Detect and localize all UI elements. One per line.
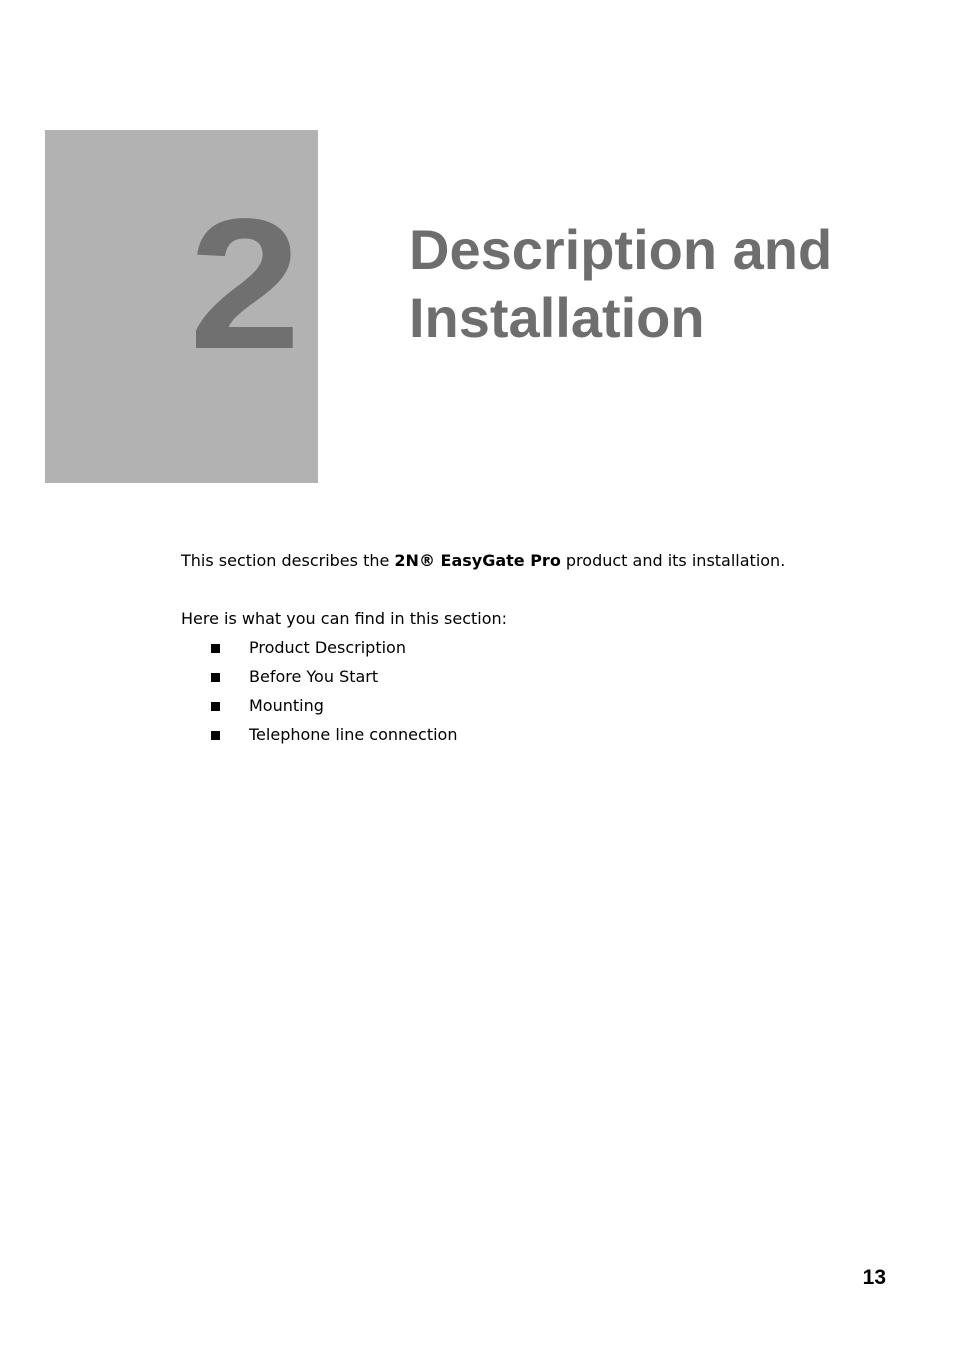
list-item-label: Product Description [249, 638, 406, 657]
intro-text-before: This section describes the [181, 551, 395, 570]
square-bullet-icon [211, 644, 220, 653]
chapter-number: 2 [188, 181, 296, 388]
chapter-title-line-2: Installation [409, 286, 705, 349]
list-item-label: Telephone line connection [249, 725, 458, 744]
list-item-label: Before You Start [249, 667, 379, 686]
page-number: 13 [862, 1266, 886, 1289]
square-bullet-icon [211, 702, 220, 711]
product-name: 2N® EasyGate Pro [394, 551, 561, 570]
square-bullet-icon [211, 731, 220, 740]
chapter-title-line-1: Description and [409, 218, 833, 281]
chapter-number-box [45, 130, 318, 483]
section-list-lead: Here is what you can find in this section: [181, 609, 508, 628]
square-bullet-icon [211, 673, 220, 682]
chapter-title [409, 216, 929, 352]
list-item-label: Mounting [249, 696, 324, 715]
intro-paragraph [181, 550, 881, 572]
intro-text-after: product and its installation. [560, 551, 786, 570]
